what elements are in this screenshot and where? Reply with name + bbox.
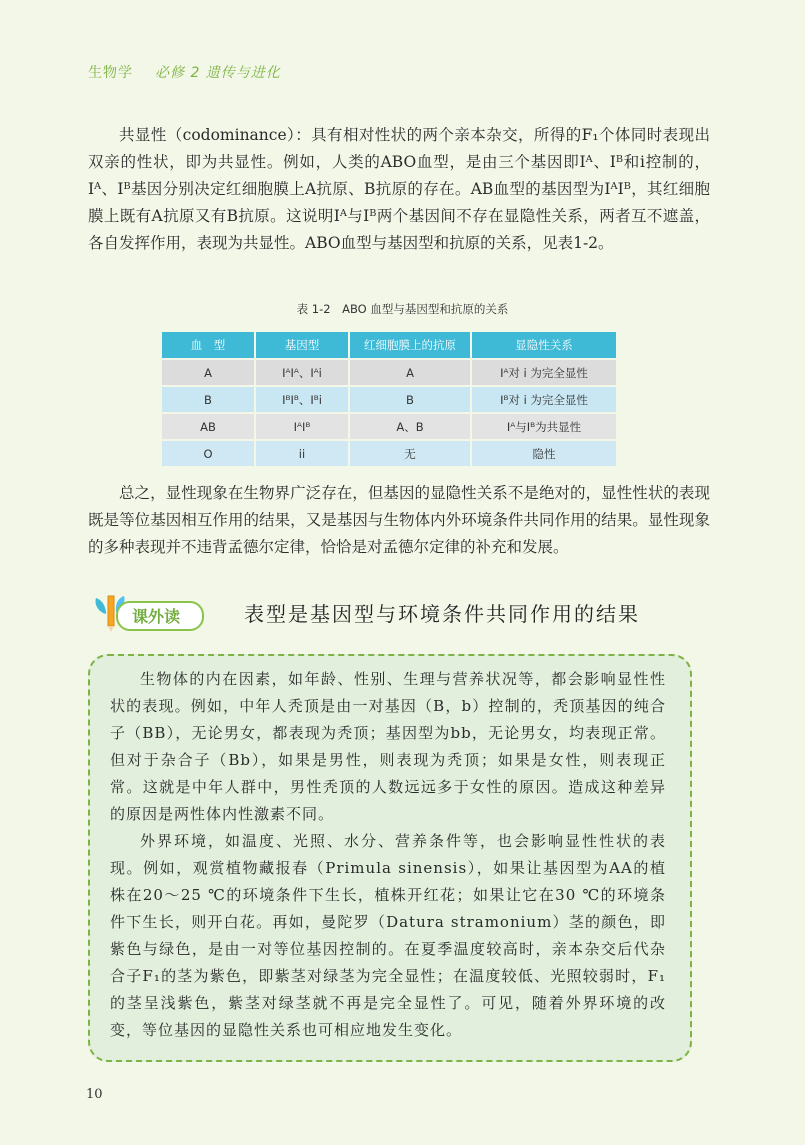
table-cell: A [162,360,254,385]
table-cell: 无 [350,441,470,466]
extra-reading-content [110,666,666,1044]
table-cell: A、B [350,414,470,439]
column-header: 显隐性关系 [472,332,616,358]
table-cell: B [350,387,470,412]
header-volume: 必修 2 遗传与进化 [155,65,281,81]
table-cell: IᴮIᴮ、Iᴮi [256,387,348,412]
header-subject: 生物学 [88,65,133,81]
table-cell: AB [162,414,254,439]
table-cell: IᴬIᴬ、Iᴬi [256,360,348,385]
column-header: 红细胞膜上的抗原 [350,332,470,358]
page-number: 10 [86,1087,103,1102]
table-cell: IᴬIᴮ [256,414,348,439]
table-row [162,387,616,412]
table-cell: Iᴬ对 i 为完全显性 [472,360,616,385]
running-header [88,62,281,82]
extra-reading-paragraph: 外界环境，如温度、光照、水分、营养条件等，也会影响显性性状的表现。例如，观赏植物藏报春（Primula sinensis），如果让基因型为AA的植株在20～25 ℃的环境条件下生长，植株开红花；如果让它在30 ℃的环境条件下生长，则开白花。再如，曼陀罗（Datura stramonium）茎的颜色，即紫色与绿色，是由一对等位基因控制的。在夏季温度较高时，亲本杂交后代杂合子F₁的茎为紫色，即紫茎对绿茎为完全显性；在温度较低、光照较弱时，F₁的茎呈浅紫色，紫茎对绿茎就不再是完全显性了。可见，随着外界环境的改变，等位基因的显隐性关系也可相应地发生变化。 [110,832,666,1039]
table-cell: B [162,387,254,412]
table-cell: Iᴮ对 i 为完全显性 [472,387,616,412]
summary-paragraph: 总之，显性现象在生物界广泛存在，但基因的显隐性关系不是绝对的，显性性状的表现既是等位基因相互作用的结果，又是基因与生物体内外环境条件共同作用的结果。显性现象的多种表现并不违背孟德尔定律，恰恰是对孟德尔定律的补充和发展。 [88,484,710,556]
abo-blood-type-table [160,330,618,468]
table-cell: O [162,441,254,466]
table-cell: Iᴬ与Iᴮ为共显性 [472,414,616,439]
table-cell: 隐性 [472,441,616,466]
codominance-section [88,122,710,257]
column-header: 血 型 [162,332,254,358]
table-cell: ii [256,441,348,466]
table-cell: A [350,360,470,385]
extra-reading-title: 表型是基因型与环境条件共同作用的结果 [244,602,640,626]
summary-section [88,480,710,561]
table-caption: 表 1-2 ABO 血型与基因型和抗原的关系 [296,302,509,316]
table-row [162,414,616,439]
extra-reading-paragraph: 生物体的内在因素，如年龄、性别、生理与营养状况等，都会影响显性性状的表现。例如，中年人秃顶是由一对基因（B，b）控制的，秃顶基因的纯合子（BB），无论男女，都表现为秃顶；基因型为bb，无论男女，均表现正常。但对于杂合子（Bb），如果是男性，则表现为秃顶；如果是女性，则表现正常。这就是中年人群中，男性秃顶的人数远远多于女性的原因。造成这种差异的原因是两性体内性激素不同。 [110,670,666,823]
badge-label: 课外读 [132,607,181,626]
extra-reading-badge [88,592,203,632]
column-header: 基因型 [256,332,348,358]
table-header-row [162,332,616,358]
table-row [162,360,616,385]
table-row [162,441,616,466]
codominance-paragraph: 共显性（codominance）：具有相对性状的两个亲本杂交，所得的F₁个体同时表现出双亲的性状，即为共显性。例如，人类的ABO血型，是由三个基因即Iᴬ、Iᴮ和i控制的，Iᴬ、Iᴮ基因分别决定红细胞膜上A抗原、B抗原的存在。AB血型的基因型为IᴬIᴮ，其红细胞膜上既有A抗原又有B抗原。这说明Iᴬ与Iᴮ两个基因间不存在显隐性关系，两者互不遮盖，各自发挥作用，表现为共显性。ABO血型与基因型和抗原的关系，见表1-2。 [88,126,710,252]
